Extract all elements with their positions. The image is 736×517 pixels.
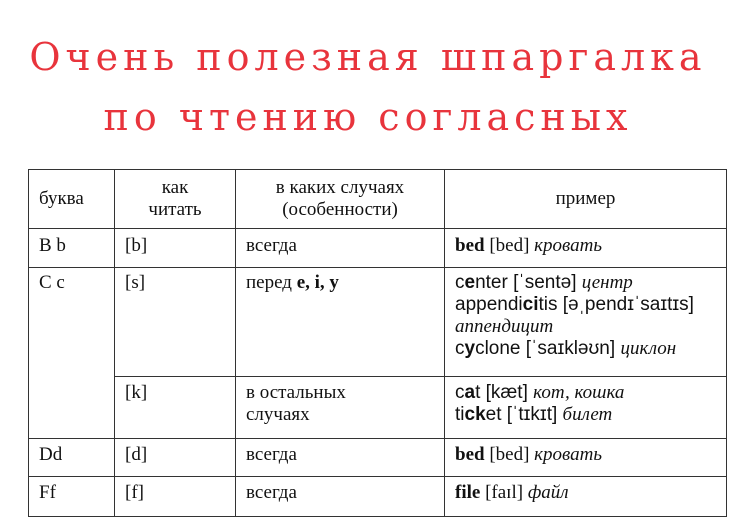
example-transcription: [bed] xyxy=(484,444,535,465)
letter-cell: Ff xyxy=(29,477,115,517)
sound-cell: [k] xyxy=(115,377,236,439)
example-translation: кот, кошка xyxy=(533,382,625,403)
cases-letters: e, i, y xyxy=(296,272,339,293)
example-line xyxy=(455,482,716,504)
table-header-row xyxy=(29,170,727,229)
example-word-part: et xyxy=(485,403,502,425)
cases-cell: в остальных случаях xyxy=(236,377,445,439)
example-cell xyxy=(445,377,727,439)
cases-text: перед xyxy=(246,272,297,293)
example-transcription: [bed] xyxy=(484,235,535,256)
example-translation: файл xyxy=(527,482,569,503)
example-word-part: c xyxy=(455,272,465,293)
example-word-part: t xyxy=(475,382,481,403)
table-row xyxy=(29,229,727,268)
example-transcription: [ˈsaɪkləʊn] xyxy=(520,337,621,359)
sound-cell: [b] xyxy=(115,229,236,268)
table-row xyxy=(29,268,727,377)
letter-cell: C c xyxy=(29,268,115,439)
example-translation: билет xyxy=(562,403,613,425)
example-line xyxy=(455,404,716,426)
example-cell xyxy=(445,268,727,377)
example-word-part: c xyxy=(455,337,465,359)
example-line xyxy=(455,444,716,466)
example-word-part: tis xyxy=(538,293,558,315)
sound-cell: [s] xyxy=(115,268,236,377)
header-cases: в каких случаях (особенности) xyxy=(236,170,445,229)
example-transcription: [faɪl] xyxy=(480,482,528,503)
example-line xyxy=(455,382,716,404)
example-word-part: clone xyxy=(475,337,521,359)
cases-cell: всегда xyxy=(236,477,445,517)
example-transcription: [əˌpendɪˈsaɪtɪs] xyxy=(557,293,694,315)
example-transcription: [ˈsentə] xyxy=(507,272,582,293)
consonant-reading-table xyxy=(28,169,727,517)
example-word-highlight: bed xyxy=(455,235,485,256)
example-line xyxy=(455,338,716,360)
cases-cell: всегда xyxy=(236,439,445,477)
example-transcription: [ˈtɪkɪt] xyxy=(501,403,563,425)
example-word-part: appendi xyxy=(455,293,523,315)
example-word-part: c xyxy=(455,382,465,403)
cases-cell: всегда xyxy=(236,229,445,268)
sound-cell: [d] xyxy=(115,439,236,477)
header-letter: буква xyxy=(29,170,115,229)
example-word-part: ti xyxy=(455,403,465,425)
table-row xyxy=(29,439,727,477)
example-word-highlight: a xyxy=(464,382,476,403)
letter-cell: Dd xyxy=(29,439,115,477)
letter-cell: B b xyxy=(29,229,115,268)
example-cell xyxy=(445,439,727,477)
cases-cell xyxy=(236,268,445,377)
example-line xyxy=(455,235,716,257)
example-word-highlight: y xyxy=(464,337,476,359)
table-row xyxy=(29,377,727,439)
example-transcription: [kæt] xyxy=(480,382,534,403)
example-translation: центр xyxy=(581,272,633,293)
example-word-part: nter xyxy=(475,272,508,293)
example-word-highlight: bed xyxy=(455,444,485,465)
table-row xyxy=(29,477,727,517)
sound-cell: [f] xyxy=(115,477,236,517)
header-read: как читать xyxy=(115,170,236,229)
example-line xyxy=(455,294,716,316)
example-translation: аппендицит xyxy=(455,315,554,337)
example-translation: циклон xyxy=(620,337,677,359)
example-translation: кровать xyxy=(534,444,603,465)
page-title-line-1: Очень полезная шпаргалка xyxy=(29,35,707,79)
example-word-highlight: ci xyxy=(522,293,539,315)
example-line xyxy=(455,272,716,294)
example-line xyxy=(455,316,716,338)
example-word-highlight: file xyxy=(455,482,481,503)
example-cell xyxy=(445,477,727,517)
example-translation: кровать xyxy=(534,235,603,256)
example-word-highlight: ck xyxy=(464,403,486,425)
page-title-line-2: по чтению согласных xyxy=(103,95,633,139)
example-cell xyxy=(445,229,727,268)
header-example: пример xyxy=(445,170,727,229)
example-word-highlight: e xyxy=(464,272,476,293)
